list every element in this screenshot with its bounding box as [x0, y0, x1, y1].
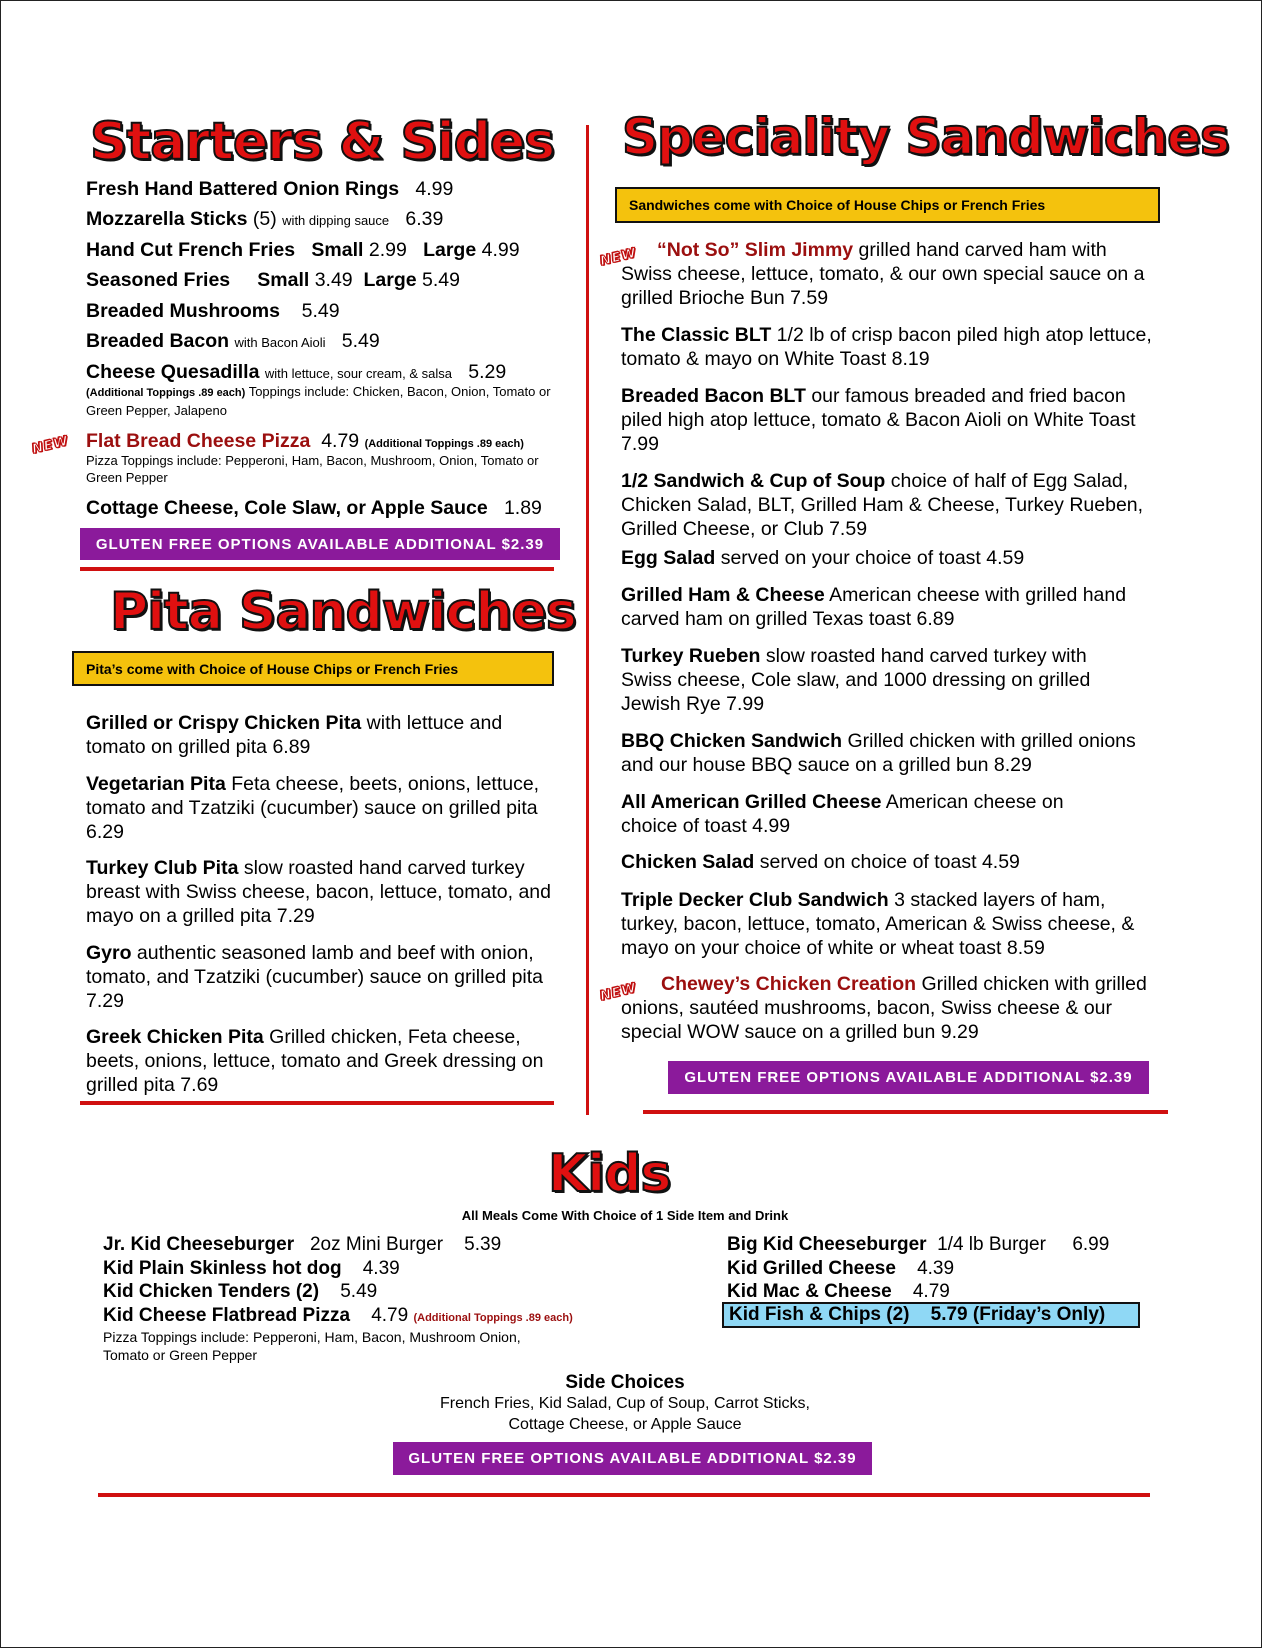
- item-desc: Grilled chicken, Feta cheese, beets, onions, lettuce, tomato and Greek dressing on grilled pita 7.69: [86, 1026, 544, 1096]
- pita-heading: Pita Sandwiches: [110, 582, 576, 642]
- item-name: Cheese Quesadilla: [86, 361, 260, 383]
- item-price: 5.39: [464, 1234, 502, 1255]
- item-price: 6.39: [405, 208, 444, 230]
- item-price: 4.39: [917, 1258, 955, 1279]
- kids-item: [103, 1257, 703, 1281]
- specialty-item: [621, 790, 1121, 838]
- pita-note-box: Pita’s come with Choice of House Chips or French Fries: [72, 651, 554, 686]
- item-price: 4.79: [371, 1305, 409, 1326]
- kids-divider: [98, 1493, 1150, 1497]
- item-desc: choice of half of Egg Salad, Chicken Salad, BLT, Grilled Ham & Cheese, Turkey Rueben, Grilled Cheese, or Club 7.59: [621, 470, 1144, 540]
- starters-heading: Starters & Sides: [90, 112, 555, 172]
- item-price: 4.79: [912, 1281, 950, 1302]
- item-desc: with lettuce, sour cream, & salsa: [264, 366, 452, 381]
- item-desc: served on choice of toast 4.59: [754, 851, 1020, 873]
- pita-item: [86, 1025, 556, 1097]
- item-desc: with dipping sauce: [282, 213, 390, 228]
- kids-item: [727, 1233, 1227, 1257]
- item-name: Flat Bread Cheese Pizza: [86, 430, 311, 452]
- specialty-item: [621, 384, 1166, 456]
- specialty-item: [621, 729, 1141, 777]
- item-price: 4.99: [481, 239, 520, 261]
- item-price: 5.29: [468, 361, 507, 383]
- pita-item: [86, 856, 561, 928]
- kids-flatbread-note: Pizza Toppings include: Pepperoni, Ham, Bacon, Mushroom Onion, Tomato or Green Pepper: [103, 1329, 521, 1363]
- item-desc: Grilled chicken with grilled onions, sautéed mushrooms, bacon, Swiss cheese & our special WOW sauce on a grilled bun 9.29: [621, 973, 1147, 1043]
- item-name: Vegetarian Pita: [86, 773, 226, 795]
- specialty-divider: [643, 1110, 1168, 1114]
- starters-mozzarella: [86, 207, 586, 233]
- specialty-item: [621, 850, 1141, 874]
- item-name: Gyro: [86, 942, 132, 964]
- item-name: Kid Cheese Flatbread Pizza: [103, 1305, 351, 1326]
- specialty-item: [621, 888, 1166, 960]
- item-desc: slow roasted hand carved turkey with Swiss cheese, Cole slaw, and 1000 dressing on grilled Jewish Rye 7.99: [621, 645, 1091, 715]
- item-price: 5.49: [341, 330, 380, 352]
- item-desc: slow roasted hand carved turkey breast with Swiss cheese, bacon, lettuce, tomato, and mayo on a grilled pita 7.29: [86, 857, 552, 927]
- item-desc: 1/2 lb of crisp bacon piled high atop lettuce, tomato & mayo on White Toast 8.19: [621, 324, 1152, 370]
- item-name: The Classic BLT: [621, 324, 772, 346]
- starters-quesadilla-note: [86, 383, 586, 419]
- starters-gluten-free-banner: GLUTEN FREE OPTIONS AVAILABLE ADDITIONAL $2.39: [80, 528, 560, 560]
- toppings-price-note: (Additional Toppings .89 each): [364, 438, 524, 450]
- item-name: Kid Chicken Tenders (2): [103, 1281, 320, 1302]
- toppings-note: Toppings include: Chicken, Bacon, Onion, Tomato or Green Pepper, Jalapeno: [86, 384, 551, 418]
- toppings-price-note: (Additional Toppings .89 each): [413, 1312, 573, 1324]
- size-label: Small: [257, 269, 310, 291]
- kids-item: [103, 1304, 723, 1331]
- kids-item: [727, 1280, 1227, 1304]
- new-badge-icon: NEW: [598, 245, 639, 270]
- item-name: Fresh Hand Battered Onion Rings: [86, 178, 400, 200]
- item-name: “Not So” Slim Jimmy: [657, 239, 854, 261]
- item-name: Kid Fish & Chips (2): [729, 1304, 910, 1325]
- item-desc: American cheese on choice of toast 4.99: [621, 791, 1064, 837]
- item-desc: authentic seasoned lamb and beef with onion, tomato, and Tzatziki (cucumber) sauce on grilled pita 7.29: [86, 942, 544, 1012]
- kids-sides-title: Side Choices: [565, 1372, 685, 1393]
- kids-gluten-free-banner: GLUTEN FREE OPTIONS AVAILABLE ADDITIONAL $2.39: [393, 1442, 872, 1475]
- item-name: Turkey Club Pita: [86, 857, 239, 879]
- size-label: Large: [423, 239, 477, 261]
- item-price: 1.89: [503, 497, 542, 519]
- specialty-chewey: [621, 972, 1161, 1044]
- item-name: Hand Cut French Fries: [86, 239, 296, 261]
- starters-mushrooms: [86, 299, 586, 323]
- size-label: Small: [311, 239, 364, 261]
- item-price: 4.39: [362, 1258, 400, 1279]
- item-desc: 2oz Mini Burger: [309, 1234, 444, 1255]
- kids-item: [103, 1280, 703, 1304]
- specialty-note-box: Sandwiches come with Choice of House Chips or French Fries: [615, 187, 1160, 223]
- item-desc: 3 stacked layers of ham, turkey, bacon, lettuce, tomato, American & Swiss cheese, & mayo on your choice of white or wheat toast 8.59: [621, 889, 1135, 959]
- starters-french-fries: [86, 238, 586, 262]
- item-name: 1/2 Sandwich & Cup of Soup: [621, 470, 886, 492]
- toppings-price-note: (Additional Toppings .89 each): [86, 387, 246, 399]
- item-note: (Friday’s Only): [972, 1304, 1106, 1325]
- item-name: Greek Chicken Pita: [86, 1026, 264, 1048]
- item-price: 2.99: [368, 239, 407, 261]
- item-name: BBQ Chicken Sandwich: [621, 730, 843, 752]
- item-name: Breaded Mushrooms: [86, 300, 280, 322]
- item-price: 5.49: [340, 1281, 378, 1302]
- item-price: 5.79: [930, 1304, 968, 1325]
- starters-bacon: [86, 329, 586, 355]
- column-divider: [586, 125, 589, 1115]
- specialty-gluten-free-banner: GLUTEN FREE OPTIONS AVAILABLE ADDITIONAL $2.39: [668, 1061, 1149, 1094]
- pita-item: [86, 941, 566, 1013]
- new-badge-icon: NEW: [598, 980, 639, 1005]
- item-name: Breaded Bacon: [86, 330, 230, 352]
- item-name: Cottage Cheese, Cole Slaw, or Apple Sauce: [86, 497, 488, 519]
- item-name: Grilled or Crispy Chicken Pita: [86, 712, 362, 734]
- starters-onion-rings: [86, 177, 586, 201]
- specialty-item: [621, 469, 1166, 541]
- item-desc: 1/4 lb Burger: [937, 1234, 1046, 1255]
- item-desc: Grilled chicken with grilled onions and our house BBQ sauce on a grilled bun 8.29: [621, 730, 1136, 776]
- item-price: 3.49: [314, 269, 353, 291]
- item-price: 4.99: [415, 178, 454, 200]
- item-price: 5.49: [301, 300, 340, 322]
- item-desc: Feta cheese, beets, onions, lettuce, tomato and Tzatziki (cucumber) sauce on grilled pita 6.29: [86, 773, 540, 843]
- item-name: Chicken Salad: [621, 851, 755, 873]
- item-price: 5.49: [422, 269, 460, 291]
- item-name: Grilled Ham & Cheese: [621, 584, 825, 606]
- new-badge-icon: NEW: [30, 433, 71, 458]
- item-name: Big Kid Cheeseburger: [727, 1234, 927, 1255]
- kids-sides-line: French Fries, Kid Salad, Cup of Soup, Carrot Sticks,: [440, 1395, 810, 1412]
- item-name: All American Grilled Cheese: [621, 791, 882, 813]
- pita-item: [86, 711, 561, 759]
- specialty-item: [621, 546, 1166, 570]
- item-desc: with Bacon Aioli: [234, 335, 326, 350]
- item-name: Kid Plain Skinless hot dog: [103, 1258, 342, 1279]
- specialty-jimmy: [621, 238, 1161, 310]
- item-name: Mozzarella Sticks: [86, 208, 248, 230]
- kids-fish-box: [722, 1302, 1140, 1328]
- starters-cottage: [86, 496, 586, 520]
- item-price: 4.79: [321, 430, 360, 452]
- item-name: Triple Decker Club Sandwich: [621, 889, 889, 911]
- pita-divider: [80, 1101, 554, 1105]
- kids-heading: Kids: [548, 1144, 671, 1204]
- item-name: Kid Mac & Cheese: [727, 1281, 892, 1302]
- specialty-heading: Speciality Sandwiches: [622, 108, 1229, 166]
- item-desc: American cheese with grilled hand carved ham on grilled Texas toast 6.89: [621, 584, 1127, 630]
- item-name: Breaded Bacon BLT: [621, 385, 806, 407]
- item-name: Egg Salad: [621, 547, 716, 569]
- starters-flatbread-note: Pizza Toppings include: Pepperoni, Ham, Bacon, Mushroom, Onion, Tomato or Green Pepper: [86, 453, 539, 485]
- specialty-item: [621, 644, 1141, 716]
- kids-item: [727, 1257, 1227, 1281]
- starters-seasoned-fries: [86, 268, 586, 292]
- item-desc: grilled hand carved ham with Swiss cheese, lettuce, tomato, & our own special sauce on a grilled Brioche Bun 7.59: [621, 239, 1145, 309]
- kids-item: [103, 1233, 703, 1257]
- item-name: Chewey’s Chicken Creation: [661, 973, 917, 995]
- item-name: Kid Grilled Cheese: [727, 1258, 896, 1279]
- item-desc: served on your choice of toast 4.59: [715, 547, 1025, 569]
- item-price: 6.99: [1072, 1234, 1110, 1255]
- specialty-item: [621, 583, 1141, 631]
- kids-subtitle: All Meals Come With Choice of 1 Side Item and Drink: [461, 1208, 789, 1223]
- item-name: Seasoned Fries: [86, 269, 231, 291]
- specialty-item: [621, 323, 1161, 371]
- item-name: Turkey Rueben: [621, 645, 761, 667]
- size-label: Large: [363, 269, 417, 291]
- item-name: Jr. Kid Cheeseburger: [103, 1234, 295, 1255]
- kids-sides-line: Cottage Cheese, or Apple Sauce: [508, 1416, 742, 1433]
- item-desc: our famous breaded and fried bacon piled high atop lettuce, tomato & Bacon Aioli on White Toast 7.99: [621, 385, 1136, 455]
- item-qty: (5): [252, 208, 277, 230]
- starters-divider: [80, 567, 554, 571]
- pita-item: [86, 772, 561, 844]
- item-desc: with lettuce and tomato on grilled pita 6.89: [86, 712, 503, 758]
